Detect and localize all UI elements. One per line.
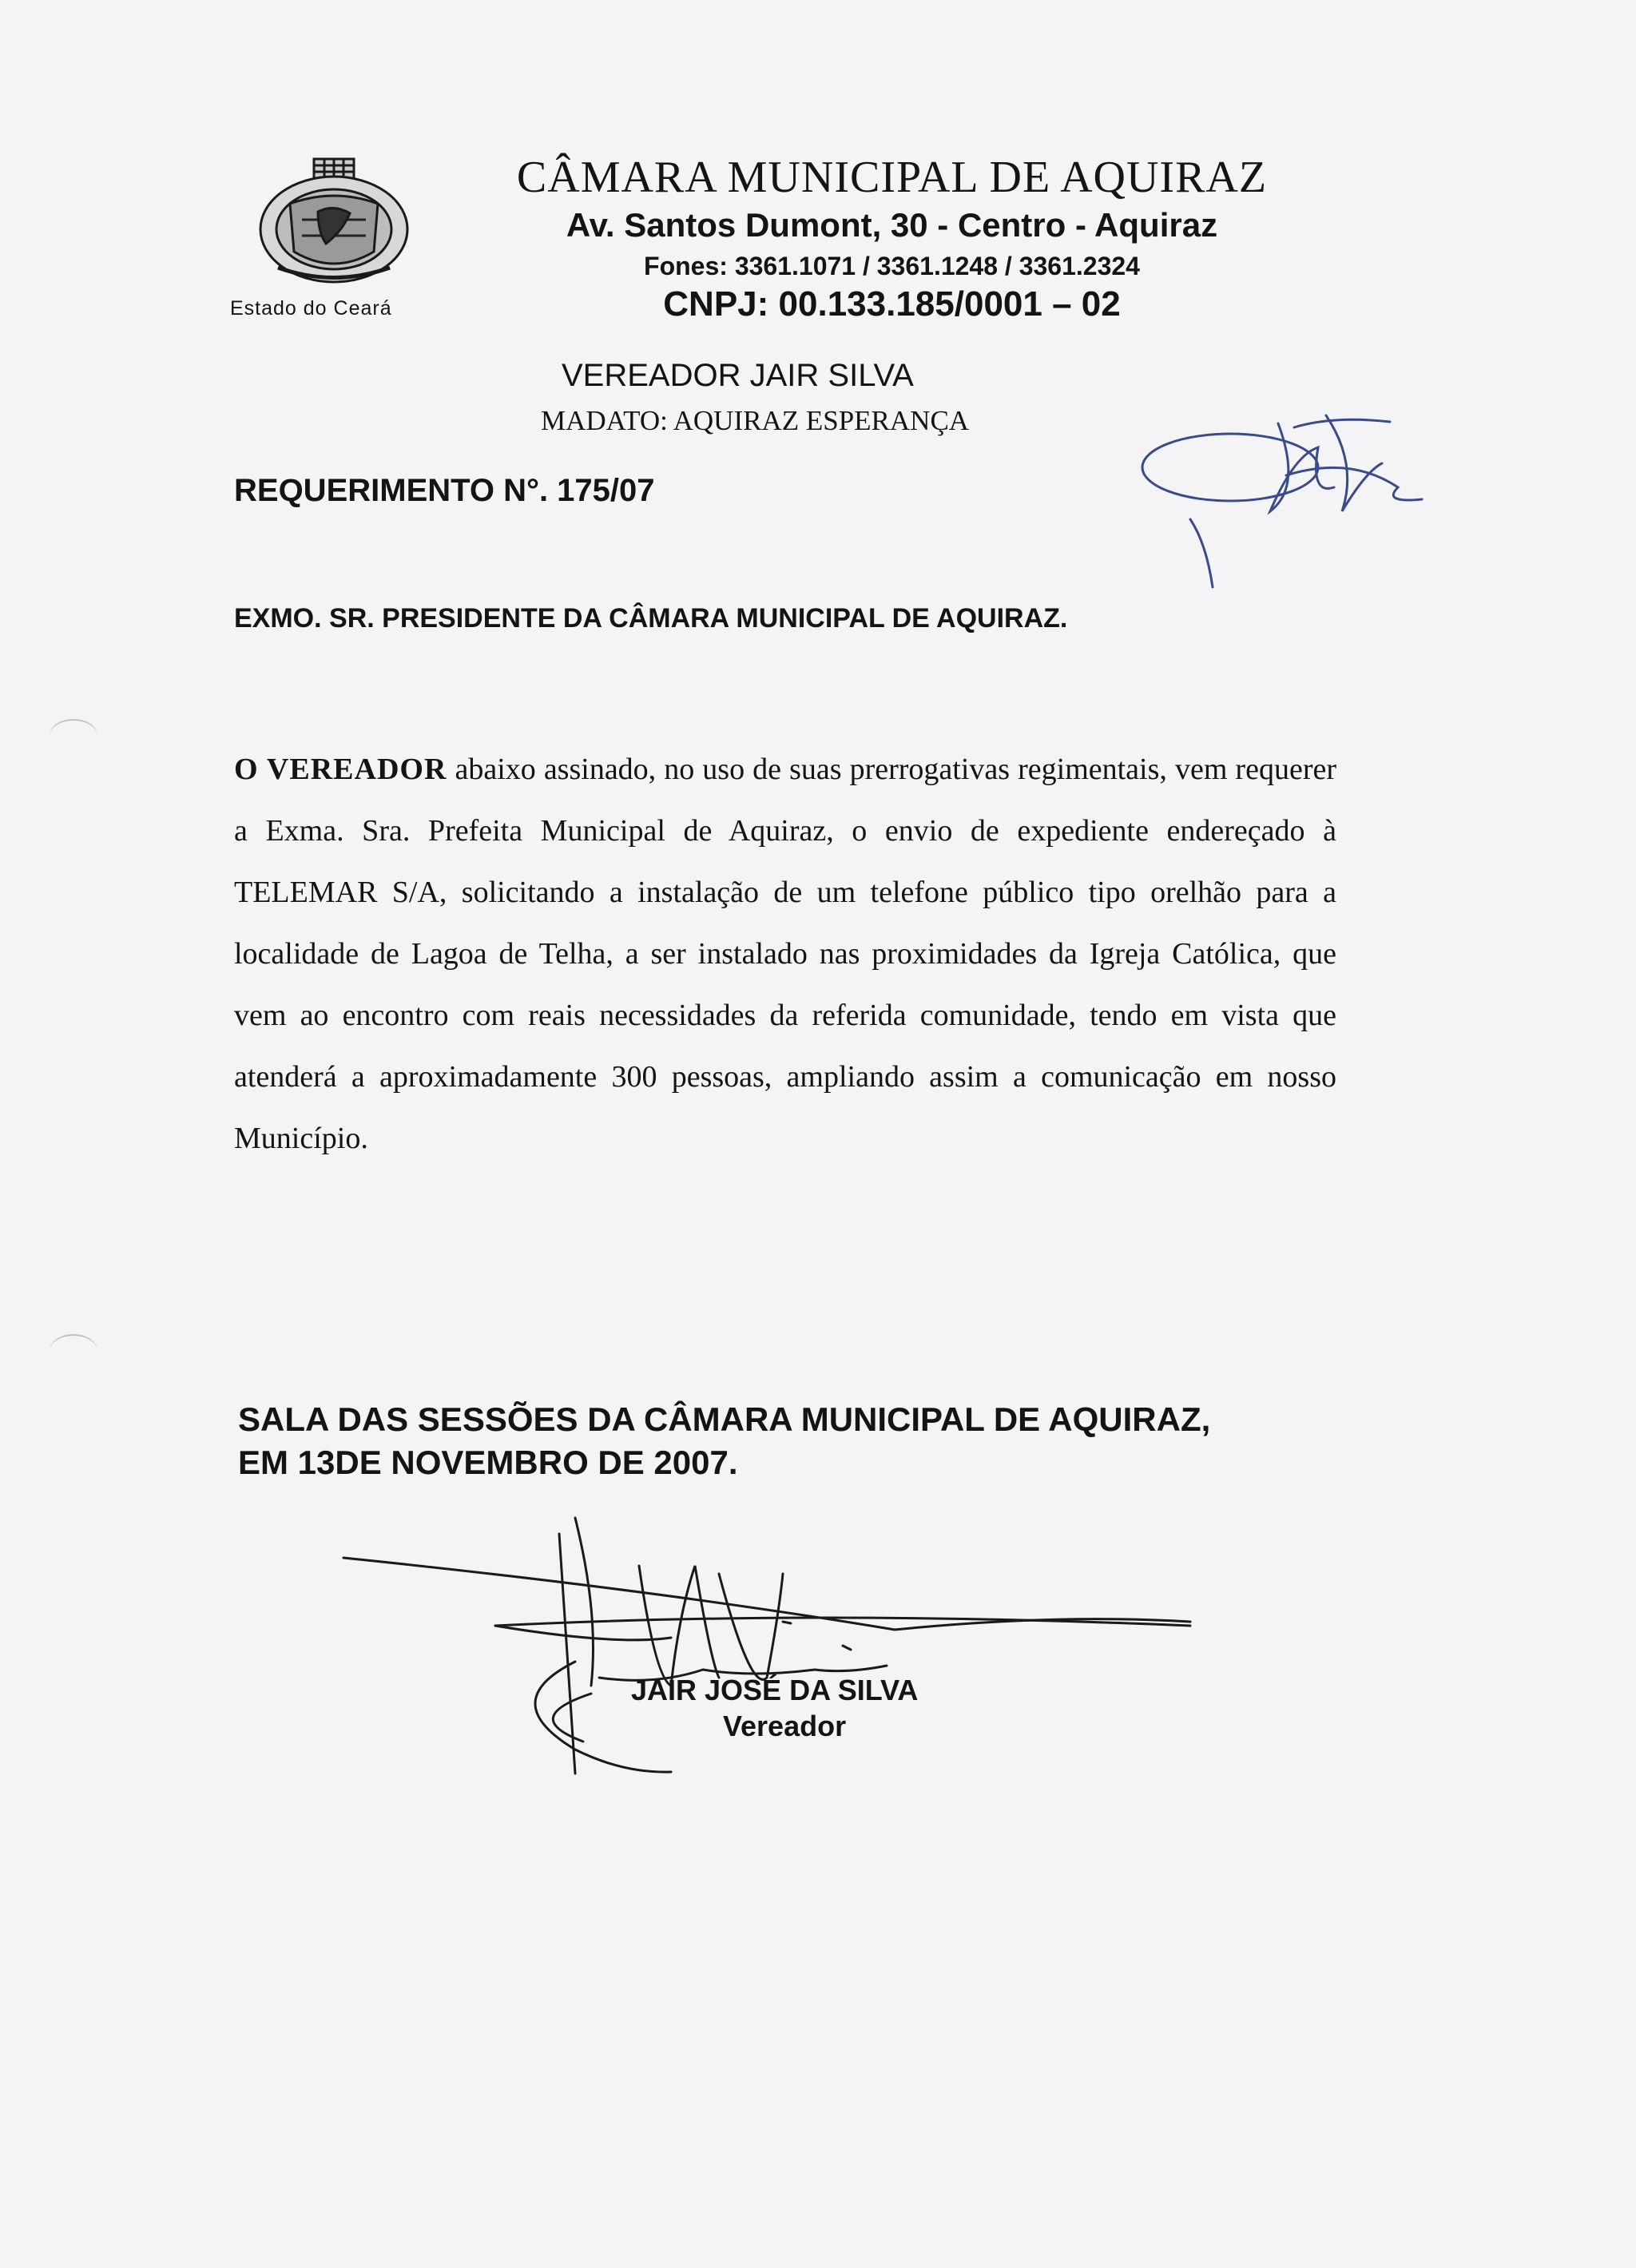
org-address: Av. Santos Dumont, 30 - Centro - Aquiraz <box>566 206 1218 244</box>
received-stamp-signature <box>1126 391 1446 599</box>
councilor-name: VEREADOR JAIR SILVA <box>562 358 914 393</box>
closing-line-1: SALA DAS SESSÕES DA CÂMARA MUNICIPAL DE AQUIRAZ, <box>238 1400 1211 1438</box>
org-name: CÂMARA MUNICIPAL DE AQUIRAZ <box>516 153 1268 202</box>
addressee-line: EXMO. SR. PRESIDENTE DA CÂMARA MUNICIPAL DE AQUIRAZ. <box>234 603 1068 634</box>
punch-hole-mark <box>50 1334 97 1368</box>
punch-hole-mark <box>50 719 97 753</box>
body-lead: O VEREADOR <box>234 753 447 786</box>
body-text: abaixo assinado, no uso de suas prerrogativas regimentais, vem requerer a Exma. Sra. Prefeita Municipal de Aquiraz, o envio de expediente endereçado à TELEMAR S/A, solicitando a instalação de um telefone público tipo orelhão para a localidade de Lagoa de Telha, a ser instalado nas proximidades da Igreja Católica, que vem ao encontro com reais necessidades da referida comunidade, tendo em vista que atenderá a aproximadamente 300 pessoas, ampliando assim a comunicação em nosso Município. <box>234 753 1336 1155</box>
org-cnpj: CNPJ: 00.133.185/0001 – 02 <box>663 284 1121 324</box>
signer-role: Vereador <box>723 1710 847 1742</box>
mandate-label: MADATO: AQUIRAZ ESPERANÇA <box>541 405 970 436</box>
signer-name: JAIR JOSÉ DA SILVA <box>631 1674 919 1706</box>
request-body <box>234 739 1336 1170</box>
closing-line-2: EM 13DE NOVEMBRO DE 2007. <box>238 1444 738 1481</box>
request-number: REQUERIMENTO N°. 175/07 <box>234 473 655 508</box>
org-phones: Fones: 3361.1071 / 3361.1248 / 3361.2324 <box>644 252 1140 280</box>
state-label: Estado do Ceará <box>230 297 392 320</box>
